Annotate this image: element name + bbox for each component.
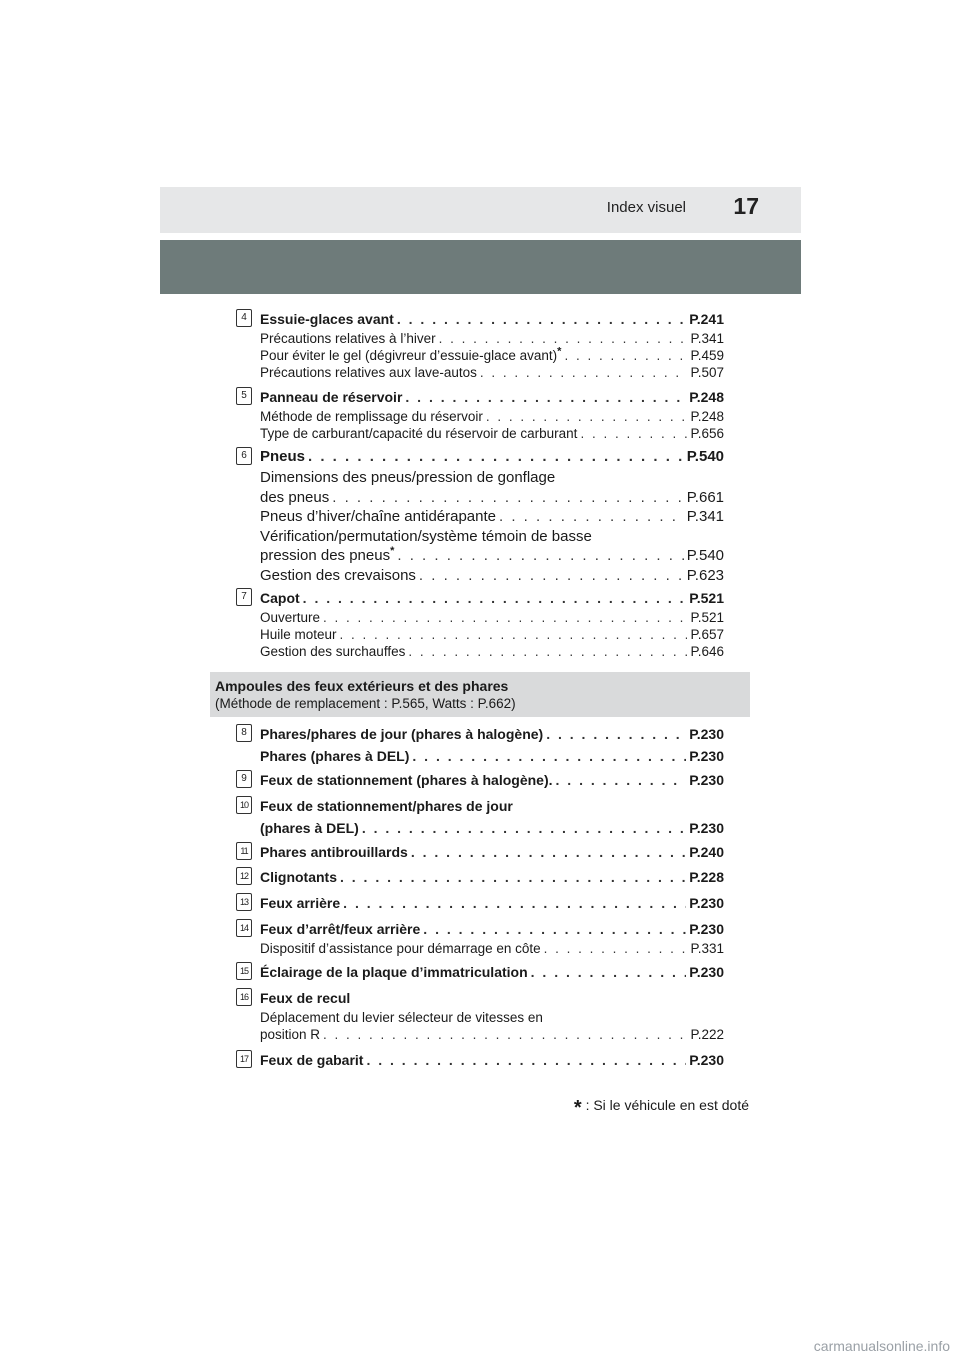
- entry-sub-line: pression des pneus* . . . P.540: [260, 546, 724, 566]
- page-ref[interactable]: P.230: [689, 921, 724, 937]
- entry-main-line: Phares (phares à DEL) . . . P.230: [260, 745, 724, 767]
- callout-badge: 9: [236, 770, 252, 788]
- entry-sub-line: Précautions relatives à l’hiver . . . P.341: [260, 330, 724, 347]
- entry-main-line: Phares antibrouillards . . . P.240: [260, 841, 724, 863]
- entry-8: [236, 723, 724, 767]
- entry-15: [236, 961, 724, 983]
- entry-main-line: Éclairage de la plaque d’immatriculation . . . P.230: [260, 961, 724, 983]
- page-ref[interactable]: P.331: [690, 941, 724, 956]
- page-ref[interactable]: P.230: [689, 1052, 724, 1068]
- page-ref[interactable]: P.230: [689, 748, 724, 764]
- callout-badge: 7: [236, 588, 252, 606]
- callout-badge: 4: [236, 309, 252, 327]
- page-ref[interactable]: P.341: [690, 331, 724, 346]
- footnote-text: : Si le véhicule en est doté: [585, 1097, 749, 1113]
- entry-sub-line: Gestion des crevaisons . . . P.623: [260, 566, 724, 586]
- entry-sub-line: position R . . . P.222: [260, 1026, 724, 1043]
- page-ref[interactable]: P.507: [690, 365, 724, 380]
- entry-sub-text: Vérification/permutation/système témoin de basse: [260, 527, 592, 545]
- entry-main-line: Clignotants . . . P.228: [260, 866, 724, 888]
- entry-main-line: Phares/phares de jour (phares à halogène) . . . P.230: [260, 723, 724, 745]
- entry-main-line: Panneau de réservoir . . . P.248: [260, 386, 724, 408]
- asterisk: *: [390, 545, 395, 557]
- entry-sub-line: Huile moteur . . . P.657: [260, 626, 724, 643]
- page-ref[interactable]: P.230: [689, 726, 724, 742]
- entry-12: [236, 866, 724, 888]
- callout-badge: 13: [236, 893, 252, 911]
- page-ref[interactable]: P.228: [689, 869, 724, 885]
- page-ref[interactable]: P.656: [690, 426, 724, 441]
- callout-badge: 10: [236, 796, 252, 814]
- page-number: 17: [733, 193, 759, 219]
- entry-10: [236, 795, 724, 839]
- entry-sub-line: Précautions relatives aux lave-autos . . . P.507: [260, 364, 724, 381]
- page-ref[interactable]: P.646: [690, 644, 724, 659]
- page-ref[interactable]: P.521: [690, 610, 724, 625]
- asterisk: *: [557, 345, 562, 358]
- entry-main-line: Feux de gabarit . . . P.230: [260, 1049, 724, 1071]
- page-ref[interactable]: P.240: [689, 844, 724, 860]
- callout-badge: 15: [236, 962, 252, 980]
- page-ref[interactable]: P.661: [686, 488, 724, 506]
- entry-16: [236, 987, 724, 1043]
- page-ref[interactable]: P.241: [689, 311, 724, 327]
- entry-sub-line: Gestion des surchauffes . . . P.646: [260, 643, 724, 660]
- page-ref[interactable]: P.540: [686, 547, 724, 564]
- entry-17: [236, 1049, 724, 1071]
- section-subheading: (Méthode de remplacement : P.565, Watts : P.662): [215, 696, 516, 711]
- callout-badge: 16: [236, 988, 252, 1006]
- entry-main-text: Feux de recul: [260, 990, 351, 1006]
- watermark: carmanualsonline.info: [813, 1338, 950, 1354]
- callout-badge: 8: [236, 724, 252, 742]
- entry-sub-line: des pneus . . . P.661: [260, 488, 724, 508]
- entry-sub-line: Pneus d’hiver/chaîne antidérapante . . . P.341: [260, 507, 724, 527]
- entry-main-line: Feux d’arrêt/feux arrière . . . P.230: [260, 918, 724, 940]
- header-bar: [160, 240, 801, 294]
- entry-sub-line: Dispositif d’assistance pour démarrage en côte . . . P.331: [260, 940, 724, 957]
- entry-main-line: (phares à DEL) . . . P.230: [260, 817, 724, 839]
- entry-main-line: Essuie-glaces avant . . . P.241: [260, 308, 724, 330]
- entry-sub-line: Pour éviter le gel (dégivreur d’essuie-glace avant)* . . . P.459: [260, 347, 724, 364]
- entry-main-line: Feux de stationnement (phares à halogène). . . . P.230: [260, 769, 724, 791]
- entry-sub-line: Type de carburant/capacité du réservoir de carburant . . . P.656: [260, 425, 724, 442]
- entry-6: [236, 446, 724, 585]
- page-ref[interactable]: P.248: [690, 409, 724, 424]
- callout-badge: 5: [236, 387, 252, 405]
- page-ref[interactable]: P.230: [689, 820, 724, 836]
- callout-badge: 11: [236, 842, 252, 860]
- entry-9: [236, 769, 724, 791]
- page-ref[interactable]: P.230: [689, 964, 724, 980]
- page-ref[interactable]: P.230: [689, 895, 724, 911]
- page-ref[interactable]: P.657: [690, 627, 724, 642]
- entry-11: [236, 841, 724, 863]
- section-heading-box: [210, 672, 750, 717]
- page-ref[interactable]: P.222: [690, 1027, 724, 1042]
- entry-sub-text: Dimensions des pneus/pression de gonflage: [260, 469, 556, 486]
- entry-main-line: Capot . . . P.521: [260, 587, 724, 609]
- page-ref[interactable]: P.230: [689, 772, 724, 788]
- entry-5: [236, 386, 724, 442]
- callout-badge: 14: [236, 919, 252, 937]
- page-ref[interactable]: P.459: [690, 348, 724, 363]
- page-ref[interactable]: P.341: [686, 508, 724, 525]
- page-ref[interactable]: P.248: [689, 389, 724, 405]
- callout-badge: 12: [236, 867, 252, 885]
- entry-sub-line: Ouverture . . . P.521: [260, 609, 724, 626]
- asterisk: *: [573, 1097, 582, 1119]
- entry-main-line: Feux arrière . . . P.230: [260, 892, 724, 914]
- page-ref[interactable]: P.623: [686, 566, 724, 584]
- callout-badge: 6: [236, 447, 252, 465]
- section-heading: Ampoules des feux extérieurs et des phares: [215, 678, 509, 694]
- entry-13: [236, 892, 724, 914]
- entry-main-text: Feux de stationnement/phares de jour: [260, 798, 513, 814]
- entry-sub-text: Déplacement du levier sélecteur de vitesses en: [260, 1010, 543, 1025]
- entry-sub-line: Méthode de remplissage du réservoir . . . P.248: [260, 408, 724, 425]
- entry-7: [236, 587, 724, 660]
- section-title: Index visuel: [606, 199, 686, 216]
- footnote: [574, 1097, 749, 1120]
- entry-main-line: Pneus . . . P.540: [260, 446, 724, 468]
- callout-badge: 17: [236, 1050, 252, 1068]
- entry-14: [236, 918, 724, 957]
- page-ref[interactable]: P.540: [686, 448, 724, 465]
- entry-4: [236, 308, 724, 381]
- page-header: [160, 187, 801, 233]
- page-ref[interactable]: P.521: [689, 590, 724, 606]
